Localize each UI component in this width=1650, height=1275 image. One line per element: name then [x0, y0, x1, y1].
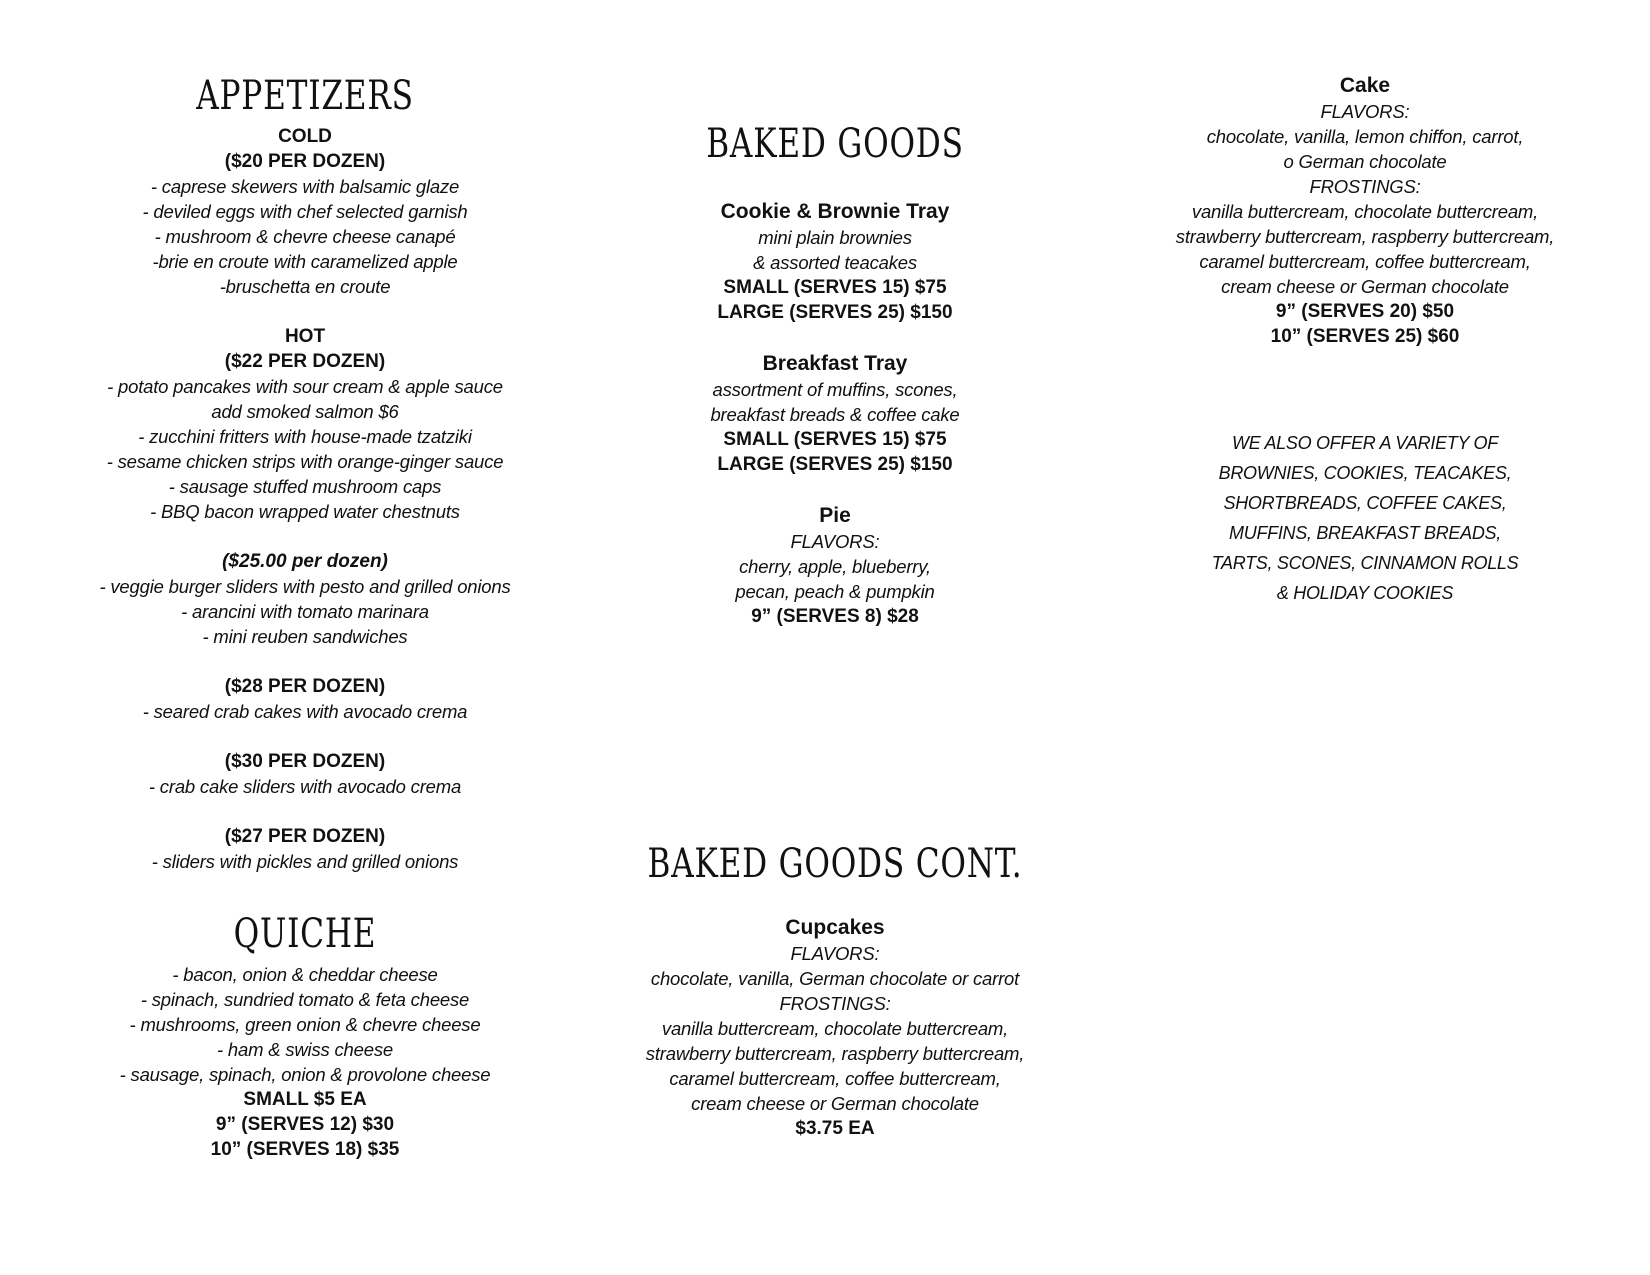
breakfast-tray-name: Breakfast Tray	[762, 352, 908, 375]
quiche-price: 10” (SERVES 18) $35	[210, 1139, 400, 1160]
menu-item: - mushrooms, green onion & chevre cheese	[129, 1014, 481, 1035]
item-desc: pecan, peach & pumpkin	[735, 581, 935, 602]
item-desc: strawberry buttercream, raspberry buttercream,	[1175, 226, 1555, 247]
cupcakes-name: Cupcakes	[785, 916, 885, 939]
menu-item: - BBQ bacon wrapped water chestnuts	[150, 501, 460, 522]
breakfast-tray-section	[590, 350, 1080, 477]
appetizers-heading: APPETIZERS	[196, 73, 414, 119]
item-price: LARGE (SERVES 25) $150	[717, 302, 953, 323]
item-desc: cream cheese or German chocolate	[1221, 276, 1509, 297]
cold-section	[60, 124, 550, 299]
cupcakes-section	[590, 914, 1080, 1141]
hot-price: ($22 PER DOZEN)	[224, 351, 386, 372]
baked-goods-column	[590, 118, 1080, 629]
tier28-section	[60, 674, 550, 724]
item-desc: cream cheese or German chocolate	[691, 1093, 979, 1114]
tier30-price: ($30 PER DOZEN)	[224, 751, 386, 772]
cake-section	[1120, 72, 1610, 349]
menu-item: - sliders with pickles and grilled onions	[151, 851, 459, 872]
note-line: MUFFINS, BREAKFAST BREADS,	[1229, 523, 1501, 543]
variety-note	[1120, 428, 1610, 608]
menu-item: - sesame chicken strips with orange-ginger sauce	[106, 451, 504, 472]
menu-item: - mini reuben sandwiches	[202, 626, 408, 647]
note-line: WE ALSO OFFER A VARIETY OF	[1232, 433, 1498, 453]
item-desc: caramel buttercream, coffee buttercream,	[669, 1068, 1001, 1089]
item-desc: breakfast breads & coffee cake	[710, 404, 960, 425]
menu-item: - mushroom & chevre cheese canapé	[154, 226, 456, 247]
menu-item: - spinach, sundried tomato & feta cheese	[140, 989, 470, 1010]
menu-item: - sausage stuffed mushroom caps	[168, 476, 442, 497]
item-price: SMALL (SERVES 15) $75	[723, 277, 947, 298]
menu-item: - crab cake sliders with avocado crema	[148, 776, 462, 797]
menu-item: - caprese skewers with balsamic glaze	[150, 176, 460, 197]
hot-label: HOT	[284, 326, 326, 347]
pie-name: Pie	[819, 504, 851, 527]
menu-item: - arancini with tomato marinara	[181, 601, 429, 622]
note-line: TARTS, SCONES, CINNAMON ROLLS	[1211, 553, 1519, 573]
cold-label: COLD	[278, 126, 332, 147]
flavors-label: FLAVORS:	[790, 943, 880, 964]
item-desc: cherry, apple, blueberry,	[739, 556, 931, 577]
item-desc: chocolate, vanilla, German chocolate or carrot	[650, 968, 1020, 989]
hot-section	[60, 324, 550, 524]
baked-goods-heading: BAKED GOODS	[706, 121, 964, 167]
tier25-section	[60, 549, 550, 649]
item-desc: vanilla buttercream, chocolate buttercream,	[661, 1018, 1009, 1039]
cake-column	[1120, 72, 1610, 349]
item-desc: o German chocolate	[1283, 151, 1447, 172]
cookie-tray-section	[590, 198, 1080, 325]
item-price: SMALL (SERVES 15) $75	[723, 429, 947, 450]
quiche-price: 9” (SERVES 12) $30	[215, 1114, 395, 1135]
item-price: 9” (SERVES 20) $50	[1275, 301, 1455, 322]
tier25-price: ($25.00 per dozen)	[222, 551, 388, 572]
flavors-label: FLAVORS:	[1320, 101, 1410, 122]
item-price: 10” (SERVES 25) $60	[1270, 326, 1460, 347]
item-desc: caramel buttercream, coffee buttercream,	[1199, 251, 1531, 272]
appetizers-column	[60, 70, 550, 1162]
note-line: & HOLIDAY COOKIES	[1276, 583, 1454, 603]
tier27-section	[60, 824, 550, 874]
tier30-section	[60, 749, 550, 799]
menu-item: - potato pancakes with sour cream & apple sauce	[107, 376, 503, 397]
menu-item: -bruschetta en croute	[219, 276, 391, 297]
baked-goods-cont-column	[590, 838, 1080, 1141]
item-desc: strawberry buttercream, raspberry buttercream,	[645, 1043, 1025, 1064]
note-line: BROWNIES, COOKIES, TEACAKES,	[1218, 463, 1512, 483]
menu-item: - veggie burger sliders with pesto and grilled onions	[99, 576, 511, 597]
flavors-label: FLAVORS:	[790, 531, 880, 552]
menu-item: - bacon, onion & cheddar cheese	[172, 964, 438, 985]
cake-name: Cake	[1339, 74, 1391, 97]
baked-goods-cont-heading: BAKED GOODS CONT.	[647, 841, 1023, 887]
item-price: $3.75 EA	[795, 1118, 875, 1139]
item-desc: mini plain brownies	[758, 227, 912, 248]
frostings-label: FROSTINGS:	[779, 993, 891, 1014]
tier27-price: ($27 PER DOZEN)	[224, 826, 386, 847]
menu-item: - ham & swiss cheese	[217, 1039, 393, 1060]
item-price: LARGE (SERVES 25) $150	[717, 454, 953, 475]
item-price: 9” (SERVES 8) $28	[751, 606, 919, 627]
menu-item: - sausage, spinach, onion & provolone cheese	[119, 1064, 491, 1085]
quiche-heading: QUICHE	[233, 911, 377, 957]
pie-section	[590, 502, 1080, 629]
tier28-price: ($28 PER DOZEN)	[224, 676, 386, 697]
item-desc: & assorted teacakes	[753, 252, 917, 273]
menu-item: - seared crab cakes with avocado crema	[142, 701, 468, 722]
frostings-label: FROSTINGS:	[1309, 176, 1421, 197]
item-desc: chocolate, vanilla, lemon chiffon, carrot,	[1206, 126, 1524, 147]
note-line: SHORTBREADS, COFFEE CAKES,	[1223, 493, 1507, 513]
quiche-price: SMALL $5 EA	[243, 1089, 367, 1110]
menu-item: add smoked salmon $6	[211, 401, 399, 422]
quiche-section	[60, 962, 550, 1162]
item-desc: vanilla buttercream, chocolate buttercream,	[1191, 201, 1539, 222]
menu-item: - zucchini fritters with house-made tzatziki	[138, 426, 472, 447]
menu-item: -brie en croute with caramelized apple	[152, 251, 458, 272]
item-desc: assortment of muffins, scones,	[712, 379, 958, 400]
menu-item: - deviled eggs with chef selected garnish	[142, 201, 468, 222]
cold-price: ($20 PER DOZEN)	[224, 151, 386, 172]
cookie-tray-name: Cookie & Brownie Tray	[720, 200, 950, 223]
